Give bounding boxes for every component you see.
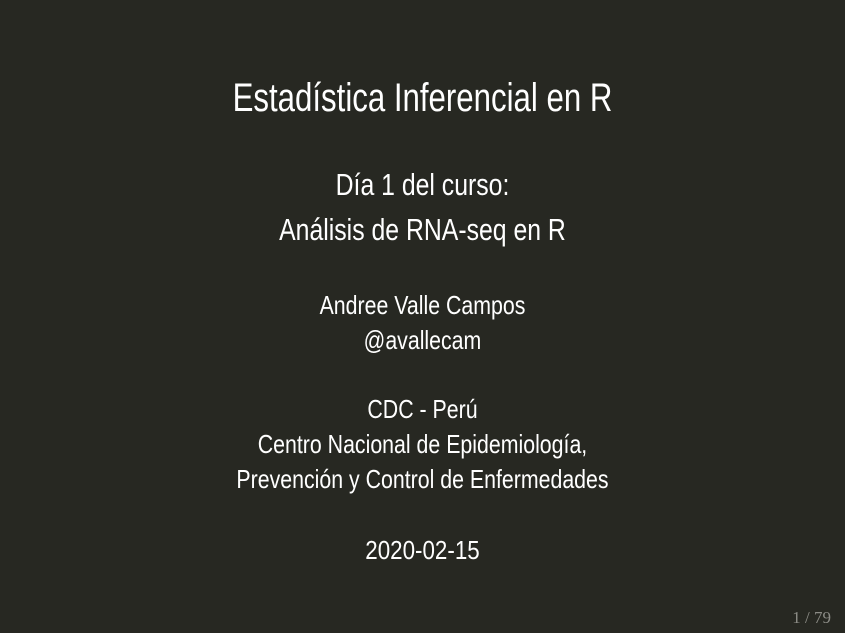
slide-page-number: 1 / 79 bbox=[792, 608, 831, 627]
subtitle-line-2: Análisis de RNA-seq en R bbox=[279, 212, 566, 247]
author-name: Andree Valle Campos bbox=[319, 290, 526, 320]
organization-line-2: Prevención y Control de Enfermedades bbox=[236, 464, 609, 494]
slide-title: Estadística Inferencial en R bbox=[232, 76, 613, 120]
organization-line-1: Centro Nacional de Epidemiología, bbox=[257, 429, 588, 459]
subtitle-line-1: Día 1 del curso: bbox=[335, 167, 510, 202]
organization-short: CDC - Perú bbox=[367, 394, 478, 424]
presentation-date: 2020-02-15 bbox=[365, 535, 480, 565]
author-handle: @avallecam bbox=[363, 325, 482, 355]
